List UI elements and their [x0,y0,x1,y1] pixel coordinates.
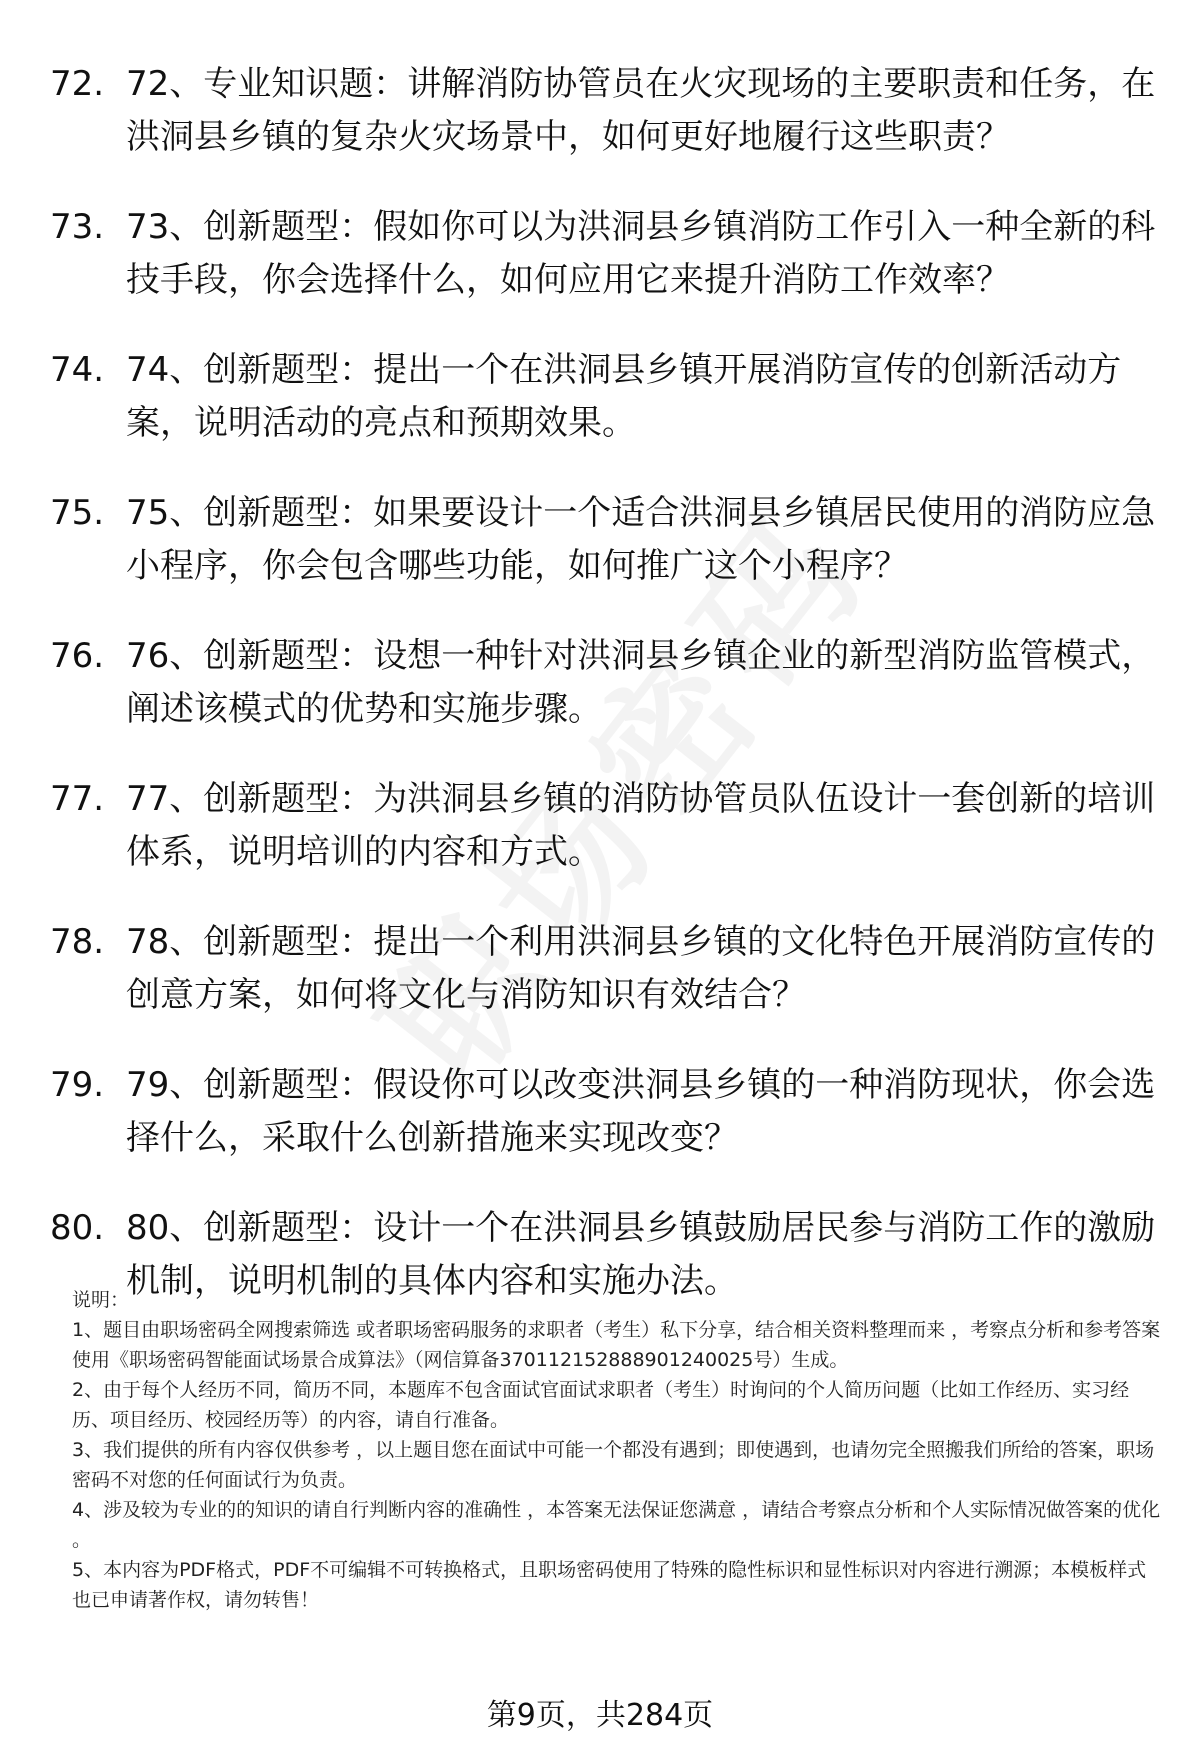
question-number: 74. [50,350,105,390]
question-item [50,916,1160,1022]
notes-heading: 说明： [72,1289,130,1311]
question-item [50,773,1160,879]
question-number: 73. [50,207,105,247]
question-number: 77. [50,779,105,819]
question-item [50,344,1160,450]
question-text: 75、创新题型：如果要设计一个适合洪洞县乡镇居民使用的消防应急小程序，你会包含哪些功能，如何推广这个小程序？ [126,493,1156,586]
question-text: 79、创新题型：假设你可以改变洪洞县乡镇的一种消防现状，你会选择什么，采取什么创新措施来实现改变？ [126,1065,1156,1158]
question-text: 80、创新题型：设计一个在洪洞县乡镇鼓励居民参与消防工作的激励机制，说明机制的具体内容和实施办法。 [126,1208,1156,1301]
question-number: 76. [50,636,105,676]
question-item [50,630,1160,736]
question-item [50,1059,1160,1165]
question-number: 72. [50,64,105,104]
note-item: 1、题目由职场密码全网搜索筛选 或者职场密码服务的求职者（考生）私下分享，结合相关资料整理而来 ，考察点分析和参考答案使用《职场密码智能面试场景合成算法》（网信算备370112152888901240025号）生成。 [72,1319,1161,1371]
question-item [50,487,1160,593]
question-number: 78. [50,922,105,962]
page-footer: 第9页，共284页 [486,1698,714,1733]
question-text: 73、创新题型：假如你可以为洪洞县乡镇消防工作引入一种全新的科技手段，你会选择什么，如何应用它来提升消防工作效率？ [126,207,1156,300]
question-number: 75. [50,493,105,533]
question-list [50,58,1160,1345]
question-text: 76、创新题型：设想一种针对洪洞县乡镇企业的新型消防监管模式，阐述该模式的优势和实施步骤。 [126,636,1156,729]
note-item: 2、由于每个人经历不同，简历不同，本题库不包含面试官面试求职者（考生）时询问的个人简历问题（比如工作经历、实习经历、项目经历、校园经历等）的内容，请自行准备。 [72,1379,1130,1431]
question-item [50,201,1160,307]
note-item: 4、涉及较为专业的的知识的请自行判断内容的准确性 ，本答案无法保证您满意 ，请结合考察点分析和个人实际情况做答案的优化 。 [72,1499,1161,1551]
question-item [50,58,1160,164]
question-text: 77、创新题型：为洪洞县乡镇的消防协管员队伍设计一套创新的培训体系，说明培训的内容和方式。 [126,779,1156,872]
question-number: 79. [50,1065,105,1105]
notes-section [72,1285,1162,1615]
question-text: 74、创新题型：提出一个在洪洞县乡镇开展消防宣传的创新活动方案，说明活动的亮点和预期效果。 [126,350,1122,443]
question-text: 78、创新题型：提出一个利用洪洞县乡镇的文化特色开展消防宣传的创意方案，如何将文化与消防知识有效结合？ [126,922,1156,1015]
question-number: 80. [50,1208,105,1248]
note-item: 3、我们提供的所有内容仅供参考 ，以上题目您在面试中可能一个都没有遇到；即使遇到，也请勿完全照搬我们所给的答案，职场密码不对您的任何面试行为负责。 [72,1439,1155,1491]
note-item: 5、本内容为PDF格式，PDF不可编辑不可转换格式，且职场密码使用了特殊的隐性标识和显性标识对内容进行溯源；本模板样式也已申请著作权，请勿转售！ [72,1559,1147,1611]
question-text: 72、专业知识题：讲解消防协管员在火灾现场的主要职责和任务，在洪洞县乡镇的复杂火灾场景中，如何更好地履行这些职责？ [126,64,1156,157]
